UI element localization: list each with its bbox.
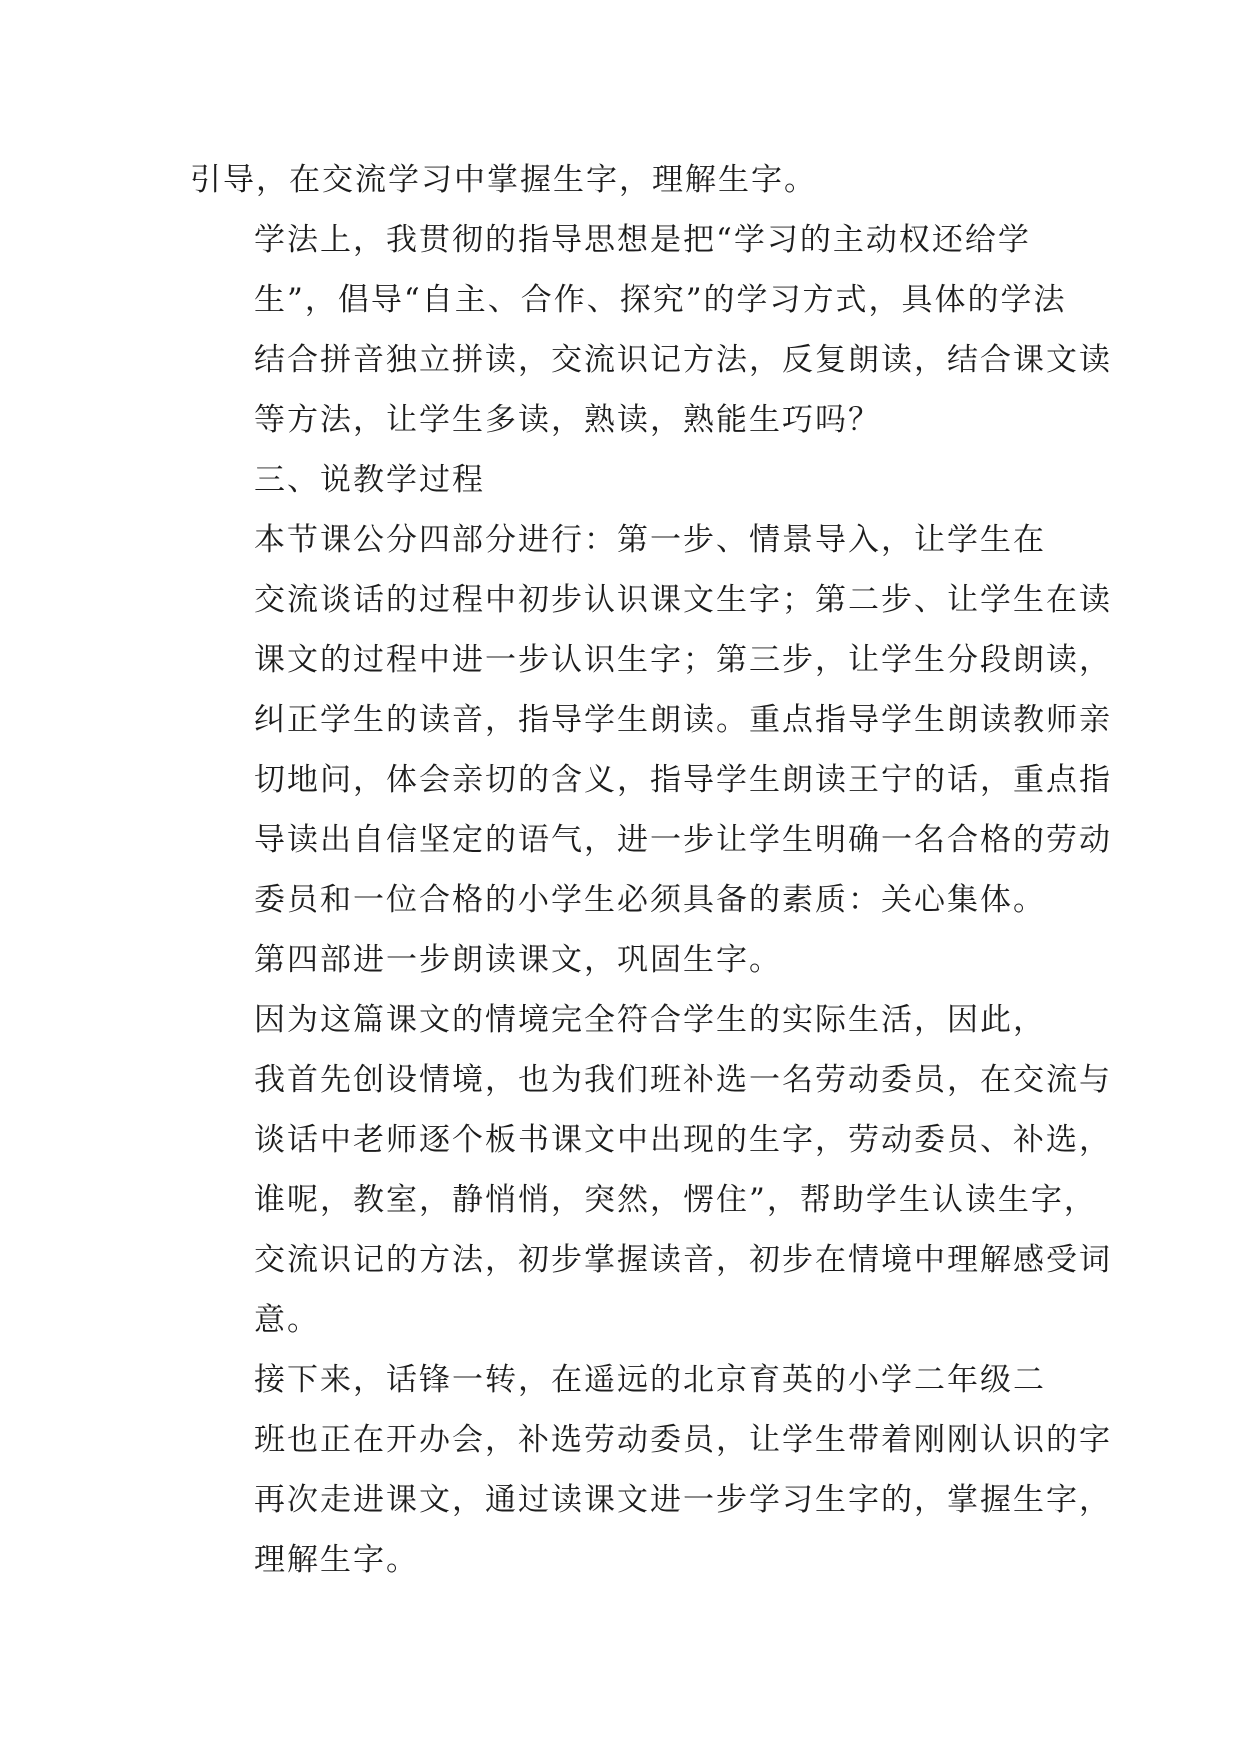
text-line: 因为这篇课文的情境完全符合学生的实际生活，因此， — [254, 1002, 1046, 1038]
text-line: 生”，倡导“自主、合作、探究”的学习方式，具体的学法 — [254, 282, 1067, 318]
text-line: 本节课公分四部分进行：第一步、情景导入，让学生在 — [254, 522, 1046, 558]
text-line: 学法上，我贯彻的指导思想是把“学习的主动权还给学 — [254, 222, 1031, 258]
text-line: 意。 — [254, 1302, 320, 1338]
paragraph-1 — [190, 150, 1070, 210]
text-line: 我首先创设情境，也为我们班补选一名劳动委员，在交流与 — [254, 1062, 1112, 1098]
text-line: 纠正学生的读音，指导学生朗读。重点指导学生朗读教师亲 — [254, 702, 1112, 738]
paragraph-4 — [190, 510, 1112, 930]
text-line: 引导，在交流学习中掌握生字，理解生字。 — [190, 162, 817, 198]
text-line: 理解生字。 — [254, 1542, 419, 1578]
text-line: 谈话中老师逐个板书课文中出现的生字，劳动委员、补选， — [254, 1122, 1112, 1158]
text-line: 班也正在开办会，补选劳动委员，让学生带着刚刚认识的字 — [254, 1422, 1112, 1458]
text-line: 再次走进课文，通过读课文进一步学习生字的，掌握生字， — [254, 1482, 1112, 1518]
section-heading — [190, 450, 1070, 510]
paragraph-6 — [190, 990, 1112, 1350]
text-line: 谁呢，教室，静悄悄，突然，愣住”，帮助学生认读生字， — [254, 1182, 1097, 1218]
text-line: 切地问，体会亲切的含义，指导学生朗读王宁的话，重点指 — [254, 762, 1112, 798]
text-line: 三、说教学过程 — [254, 462, 485, 498]
text-line: 交流谈话的过程中初步认识课文生字；第二步、让学生在读 — [254, 582, 1112, 618]
text-line: 等方法，让学生多读，熟读，熟能生巧吗？ — [254, 402, 881, 438]
text-line: 接下来，话锋一转，在遥远的北京育英的小学二年级二 — [254, 1362, 1046, 1398]
text-line: 委员和一位合格的小学生必须具备的素质：关心集体。 — [254, 882, 1046, 918]
text-line: 结合拼音独立拼读，交流识记方法，反复朗读，结合课文读 — [254, 342, 1112, 378]
text-line: 交流识记的方法，初步掌握读音，初步在情境中理解感受词 — [254, 1242, 1112, 1278]
document-page — [190, 150, 1112, 1590]
text-line: 导读出自信坚定的语气，进一步让学生明确一名合格的劳动 — [254, 822, 1112, 858]
paragraph-2 — [190, 210, 1112, 450]
text-line: 课文的过程中进一步认识生字；第三步，让学生分段朗读， — [254, 642, 1112, 678]
paragraph-7 — [190, 1350, 1112, 1590]
text-line: 第四部进一步朗读课文，巩固生字。 — [254, 942, 782, 978]
paragraph-5 — [190, 930, 1070, 990]
